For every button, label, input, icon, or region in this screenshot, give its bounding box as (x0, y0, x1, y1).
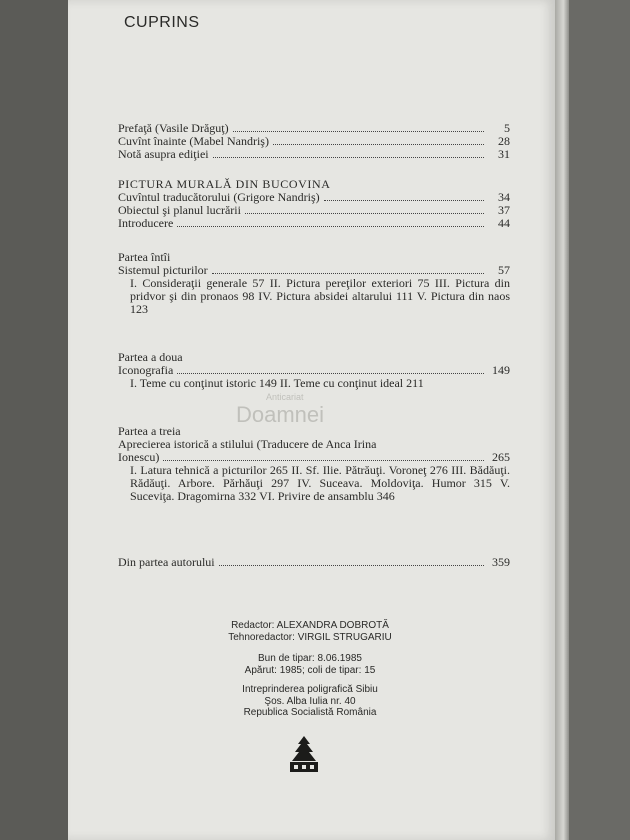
tech-editor-line: Tehnoredactor: VIRGIL STRUGARIU (228, 631, 392, 643)
chapter-list: I. Teme cu conţinut istoric 149 II. Teme cu conţinut ideal 211 (130, 376, 424, 390)
watermark: Anticariat Doamnei (236, 392, 325, 427)
toc-entry: Introducere 44 (118, 216, 510, 230)
appeared-line: Apărut: 1985; coli de tipar: 15 (244, 664, 376, 676)
address-line: Şos. Alba Iulia nr. 40 (264, 695, 356, 707)
book-spine (555, 0, 569, 840)
part-label: Partea întîi (118, 250, 171, 264)
toc-entry: Cuvînt înainte (Mabel Nandriş) 28 (118, 134, 510, 148)
toc-entry: Cuvîntul traducătorului (Grigore Nandriş) 34 (118, 190, 510, 204)
part-one (118, 251, 510, 316)
main-title-section (118, 178, 510, 230)
editor-line: Redactor: ALEXANDRA DOBROTĂ (231, 620, 389, 631)
toc-entry: Iconografia 149 (118, 363, 510, 377)
publisher-logo-icon (286, 734, 322, 776)
section-title: PICTURA MURALĂ DIN BUCOVINA (118, 177, 331, 191)
imprint (160, 620, 460, 719)
part-three (118, 425, 510, 503)
toc-entry: Prefaţă (Vasile Drăguţ) 5 (118, 121, 510, 135)
contents-heading: CUPRINS (124, 14, 200, 31)
part-label: Partea a doua (118, 350, 183, 364)
toc-entry: Sistemul picturilor 57 (118, 263, 510, 277)
part-two (118, 351, 510, 390)
printer-line: Intreprinderea poligrafică Sibiu (242, 684, 378, 695)
country-line: Republica Socialistă România (243, 707, 377, 718)
facing-page (569, 0, 630, 840)
chapter-list: I. Consideraţii generale 57 II. Pictura pereţilor exteriori 75 III. Pictura din pridvor şi din pronaos 98 IV. Pictura absidei altarului 111 V. Pictura din naos 123 (130, 276, 510, 316)
front-matter (118, 122, 510, 161)
part-label: Partea a treia (118, 424, 181, 438)
toc-entry: Notă asupra ediţiei 31 (118, 147, 510, 161)
chapter-list: I. Latura tehnică a picturilor 265 II. Sf. Ilie. Pătrăuţi. Voroneţ 276 III. Bădăuţi. Rădăuţi. Arbore. Părhăuţi 297 IV. Suceava. Moldoviţa. Humor 315 V. Suceviţa. Dragomirna 332 VI. Privire de ansamblu 346 (130, 463, 510, 503)
toc-entry: Din partea autorului 359 (118, 555, 510, 569)
part-title-line: Aprecierea istorică a stilului (Traducere de Anca Irina (118, 437, 377, 451)
print-ok-line: Bun de tipar: 8.06.1985 (258, 653, 362, 664)
toc-entry: Obiectul şi planul lucrării 37 (118, 203, 510, 217)
toc-entry: Ionescu) 265 (118, 450, 510, 464)
author-section (118, 556, 510, 569)
